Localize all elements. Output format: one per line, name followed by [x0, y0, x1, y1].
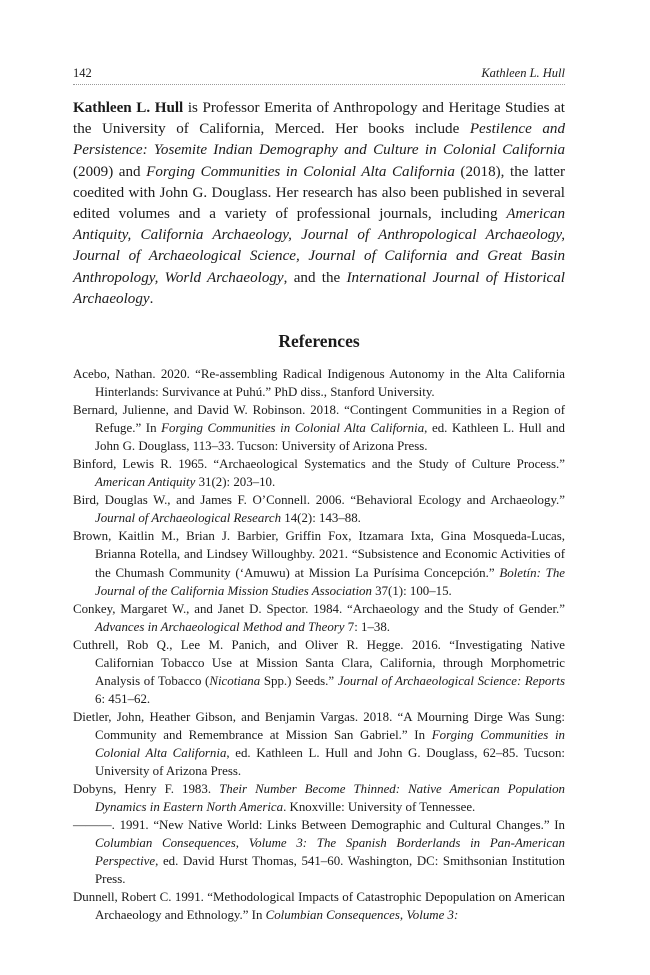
references-heading: References: [278, 331, 360, 351]
references-list: [73, 365, 565, 924]
page-number: 142: [73, 66, 92, 80]
reference-entry: Cuthrell, Rob Q., Lee M. Panich, and Oliver R. Hegge. 2016. “Investigating Native Californian Tobacco Use at Mission Santa Clara, California, through Morphometric Analysis of Tobacco (Nicotiana Spp.) Seeds.” Journal of Archaeological Science: Reports 6: 451–62.: [73, 637, 565, 706]
bio-text: .: [149, 290, 154, 307]
bio-book-title: Forging Communities in Colonial Alta California: [146, 163, 455, 180]
reference-entry: ———. 1991. “New Native World: Links Between Demographic and Cultural Changes.” In Columbian Consequences, Volume 3: The Spanish Borderlands in Pan-American Perspective, ed. David Hurst Thomas, 541–60. Washington, DC: Smithsonian Institution Press.: [73, 818, 565, 887]
bio-text: is Professor Emerita of Anthropology and Heritage Studies at the University of California, Merced. Her books include: [73, 100, 565, 138]
reference-entry: Bird, Douglas W., and James F. O’Connell. 2006. “Behavioral Ecology and Archaeology.” Journal of Archaeological Research 14(2): 143–88.: [73, 493, 565, 526]
bio-text: (2009) and: [73, 163, 147, 180]
bio-text: (2018), the latter coedited with John G. Douglass. Her research has also been published in several edited volumes and a variety of professional journals, including: [73, 163, 565, 223]
reference-entry: Brown, Kaitlin M., Brian J. Barbier, Griffin Fox, Itzamara Ixta, Gina Mosqueda-Lucas, Brianna Rotella, and Lindsey Willoughby. 2021. “Subsistence and Economic Activities of the Chumash Community (‘Amuwu) at Mission La Purísima Concepción.” Boletín: The Journal of the California Mission Studies Association 37(1): 100–15.: [73, 529, 565, 598]
reference-entry: Dietler, John, Heather Gibson, and Benjamin Vargas. 2018. “A Mourning Dirge Was Sung: Community and Remembrance at Mission San Gabriel.” In Forging Communities in Colonial Alta California, ed. Kathleen L. Hull and John G. Douglass, 62–85. Tucson: University of Arizona Press.: [73, 709, 565, 779]
reference-entry: Binford, Lewis R. 1965. “Archaeological Systematics and the Study of Culture Process.” American Antiquity 31(2): 203–10.: [73, 457, 565, 490]
reference-entry: Dobyns, Henry F. 1983. Their Number Become Thinned: Native American Population Dynamics in Eastern North America. Knoxville: University of Tennessee.: [73, 782, 565, 815]
author-bio: [73, 98, 565, 310]
bio-journal-title: International Journal of Historical Archaeology: [73, 269, 565, 307]
reference-entry: Conkey, Margaret W., and Janet D. Spector. 1984. “Archaeology and the Study of Gender.” Advances in Archaeological Method and Theory 7: 1–38.: [73, 601, 565, 634]
reference-entry: Bernard, Julienne, and David W. Robinson. 2018. “Contingent Communities in a Region of Refuge.” In Forging Communities in Colonial Alta California, ed. Kathleen L. Hull and John G. Douglass, 113–33. Tucson: University of Arizona Press.: [73, 403, 565, 454]
author-name: Kathleen L. Hull: [73, 100, 184, 116]
reference-entry: Acebo, Nathan. 2020. “Re-assembling Radical Indigenous Autonomy in the Alta California Hinterlands: Survivance at Puhú.” PhD diss., Stanford University.: [73, 367, 565, 400]
bio-book-title: Pestilence and Persistence: Yosemite Indian Demography and Culture in Colonial California: [73, 121, 565, 159]
bio-text: , and the: [283, 269, 347, 286]
bio-journal-list: American Antiquity, California Archaeology, Journal of Anthropological Archaeology, Journal of Archaeological Science, Journal of California and Great Basin Anthropology, World Archaeology: [73, 206, 565, 286]
page-header: [73, 62, 565, 85]
reference-entry: Dunnell, Robert C. 1991. “Methodological Impacts of Catastrophic Depopulation on American Archaeology and Ethnology.” In Columbian Consequences, Volume 3:: [73, 890, 565, 923]
running-head: Kathleen L. Hull: [481, 66, 565, 80]
